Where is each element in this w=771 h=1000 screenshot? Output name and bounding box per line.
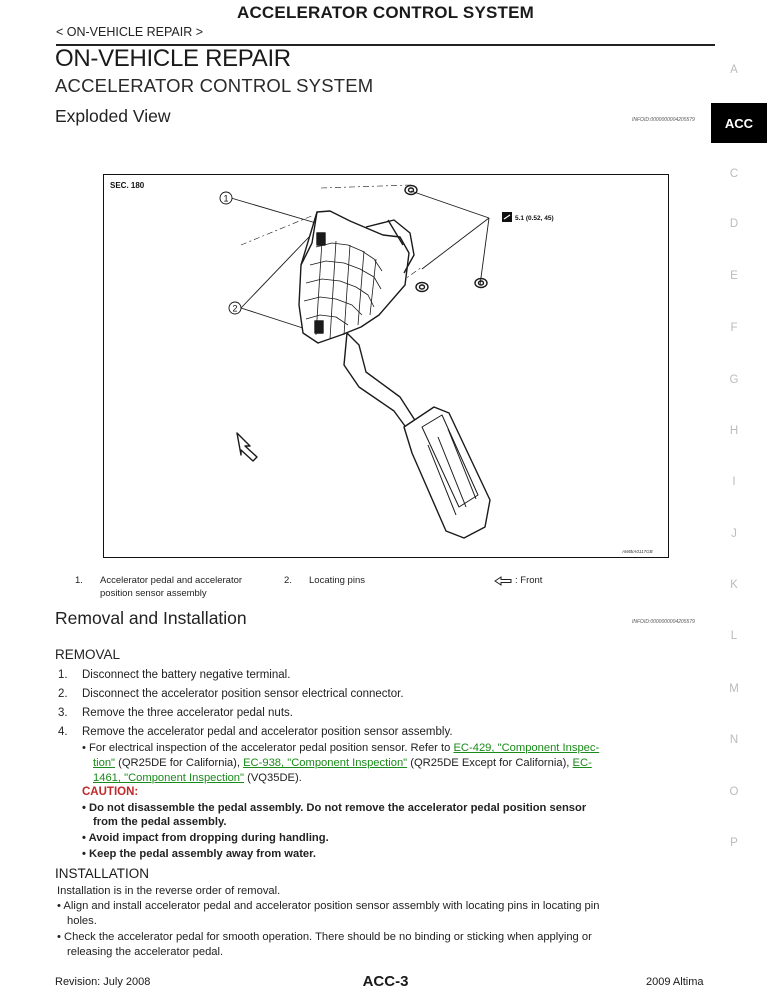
tab-n[interactable]: N (729, 734, 739, 746)
inspection-mid2: (QR25DE Except for California), (407, 757, 573, 769)
step-1-text: Disconnect the battery negative terminal. (82, 669, 291, 681)
exploded-view-info-code: INFOID:0000000004205579 (632, 117, 695, 123)
link-ec-429[interactable]: EC-429, "Component Inspec- (453, 742, 600, 754)
step-3-text: Remove the three accelerator pedal nuts. (82, 707, 293, 719)
link-ec-429-cont[interactable]: tion" (93, 757, 116, 769)
page-title: ACCELERATOR CONTROL SYSTEM (236, 3, 535, 22)
step-1-number: 1. (58, 669, 68, 681)
footer-revision: Revision: July 2008 (55, 976, 151, 988)
caution-item-2: • Avoid impact from dropping during handling. (82, 832, 329, 844)
installation-bullet-1-cont: holes. (67, 915, 97, 927)
tab-k[interactable]: K (730, 579, 738, 591)
step-2-number: 2. (58, 688, 68, 700)
tab-i[interactable]: I (732, 476, 736, 488)
tab-e[interactable]: E (730, 270, 738, 282)
exploded-view-heading: Exploded View (55, 106, 171, 126)
caution-item-1-cont: from the pedal assembly. (93, 816, 227, 828)
section-label: SEC. 180 (110, 181, 145, 190)
accelerator-pedal-illustration (104, 175, 668, 557)
legend-2-text: Locating pins (309, 575, 365, 586)
front-arrow-icon (494, 576, 512, 586)
caution-item-1: • Do not disassemble the pedal assembly. Do not remove the accelerator pedal position sensor (82, 802, 587, 814)
tab-d[interactable]: D (729, 218, 739, 230)
link-ec-938[interactable]: EC-938, "Component Inspection" (243, 757, 408, 769)
step-4-text: Remove the accelerator pedal and accelerator position sensor assembly. (82, 726, 453, 738)
tab-m[interactable]: M (729, 683, 739, 695)
section-tab-sidebar (715, 0, 771, 1000)
section-heading: ON-VEHICLE REPAIR (55, 45, 291, 72)
inspection-reference-line2 (93, 756, 715, 771)
tab-acc-active[interactable]: ACC (711, 103, 767, 143)
system-heading: ACCELERATOR CONTROL SYSTEM (55, 75, 374, 96)
inspection-suffix: (VQ35DE). (244, 772, 302, 784)
tab-f[interactable]: F (730, 322, 738, 334)
caution-label: CAUTION: (82, 786, 139, 798)
tab-c[interactable]: C (729, 168, 739, 180)
footer-model: 2009 Altima (646, 976, 704, 988)
inspection-reference-line3 (93, 771, 715, 786)
callout-2: 2 (232, 303, 238, 314)
inspection-reference-line1: • For electrical inspection of the accelerator pedal position sensor. Refer to EC-429, "Component Inspec- (82, 742, 600, 754)
tab-j[interactable]: J (731, 528, 737, 540)
tab-h[interactable]: H (729, 425, 739, 437)
exploded-view-figure (103, 174, 669, 558)
torque-spec: 5.1 (0.52, 45) (515, 215, 554, 222)
installation-bullet-1: • Align and install accelerator pedal and accelerator position sensor assembly with locating pins in locating pin (57, 900, 600, 912)
caution-item-3: • Keep the pedal assembly away from water. (82, 848, 316, 860)
inspection-prefix: For electrical inspection of the accelerator pedal position sensor. Refer to (89, 742, 454, 754)
inspection-mid1: (QR25DE for California), (115, 757, 244, 769)
installation-bullet-2: • Check the accelerator pedal for smooth operation. There should be no binding or sticking when applying or (57, 931, 592, 943)
tab-p[interactable]: P (730, 837, 738, 849)
footer-page-number: ACC-3 (362, 973, 409, 990)
legend-front-text: : Front (515, 575, 543, 586)
step-4-number: 4. (58, 726, 68, 738)
tab-a[interactable]: A (730, 64, 738, 76)
installation-bullet-2-cont: releasing the accelerator pedal. (67, 946, 224, 958)
legend-1-text-line2: position sensor assembly (100, 588, 207, 599)
callout-1: 1 (223, 193, 229, 204)
removal-info-code: INFOID:0000000004205579 (632, 619, 695, 625)
installation-subheading: INSTALLATION (55, 866, 150, 881)
tab-o[interactable]: O (729, 786, 739, 798)
removal-subheading: REMOVAL (55, 647, 121, 662)
legend-1-text-line1: Accelerator pedal and accelerator (100, 575, 243, 586)
legend-2-number: 2. (284, 575, 292, 586)
tab-g[interactable]: G (729, 374, 739, 386)
link-ec-1461-cont[interactable]: 1461, "Component Inspection" (93, 772, 244, 784)
step-2-text: Disconnect the accelerator position sensor electrical connector. (82, 688, 404, 700)
step-3-number: 3. (58, 707, 68, 719)
legend-1-number: 1. (75, 575, 83, 586)
breadcrumb[interactable]: < ON-VEHICLE REPAIR > (56, 25, 204, 39)
tab-l[interactable]: L (730, 630, 738, 642)
removal-installation-heading: Removal and Installation (55, 608, 247, 628)
link-ec-1461[interactable]: EC- (572, 757, 592, 769)
figure-image-code: AWBIA0117GB (622, 549, 653, 554)
installation-intro: Installation is in the reverse order of removal. (57, 885, 281, 897)
